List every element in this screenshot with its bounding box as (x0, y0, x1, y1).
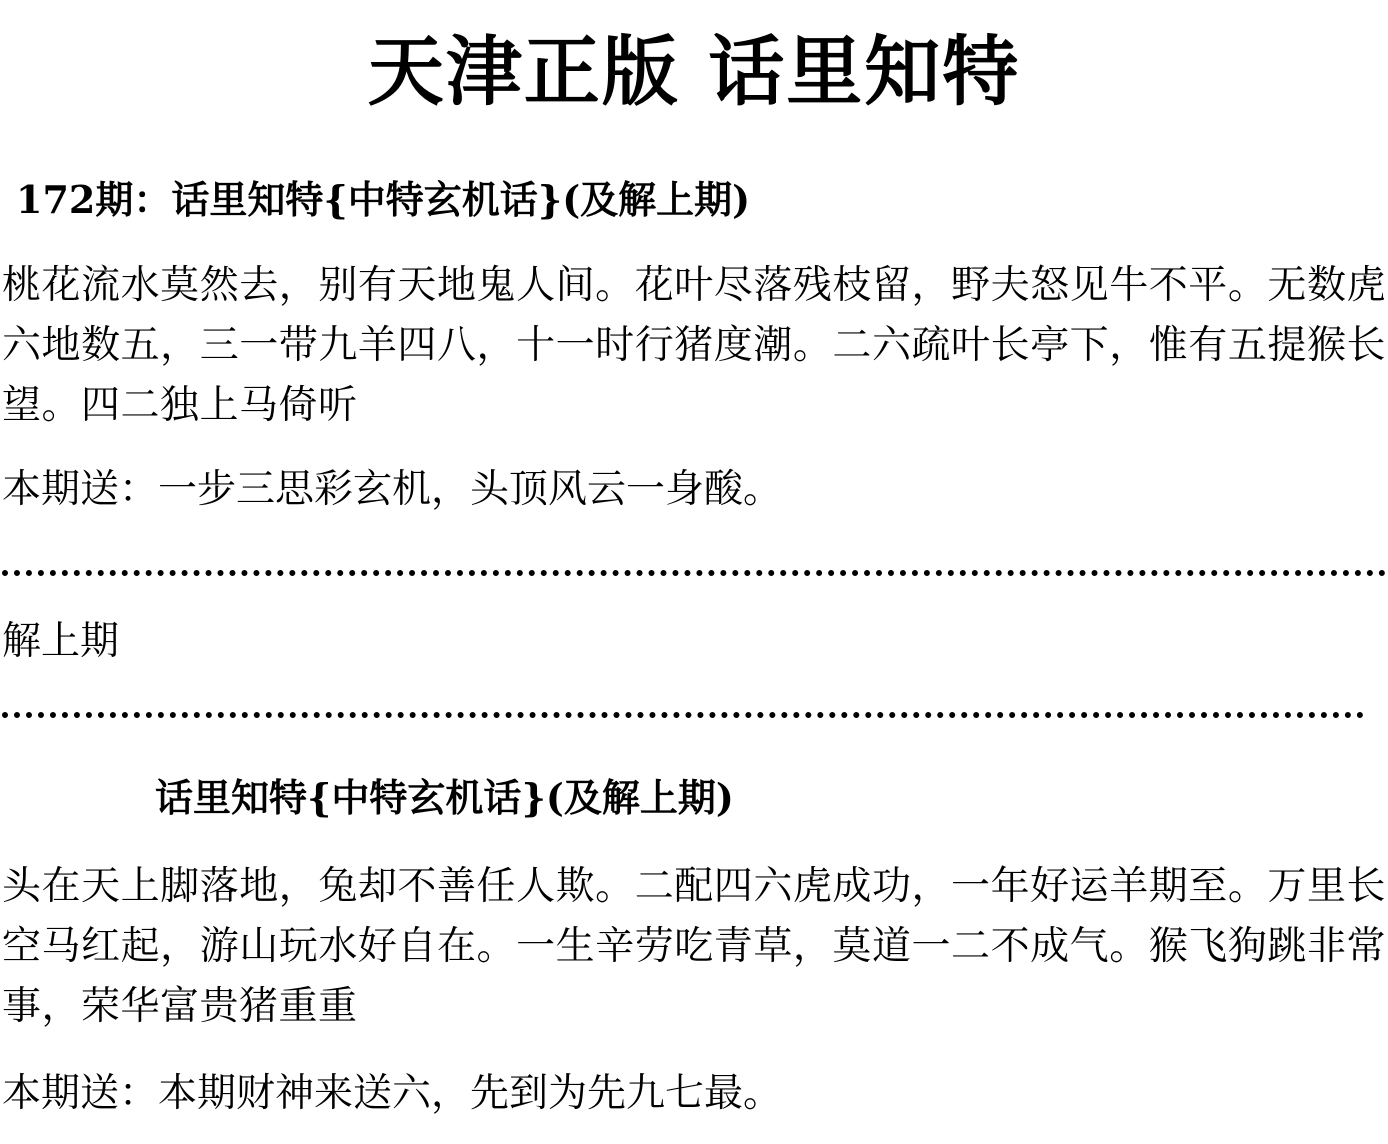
page-title: 天津正版 话里知特 (367, 27, 1021, 116)
riddle-poem: 桃花流水莫然去，别有天地鬼人间。花叶尽落残枝留，野夫怒见牛不平。无数虎六地数五，三一带九羊四八，十一时行猪度潮。二六疏叶长亭下，惟有五提猴长望。四二独上马倚听 (2, 263, 1386, 428)
dotted-divider (2, 570, 1386, 576)
issue-heading: 172期：话里知特{中特玄机话}(及解上期) (16, 177, 751, 222)
previous-riddle-poem: 头在天上脚落地，兔却不善任人欺。二配四六虎成功，一年好运羊期至。万里长空马红起，游山玩水好自在。一生辛劳吃青草，莫道一二不成气。猴飞狗跳非常事，荣华富贵猪重重 (2, 864, 1386, 1029)
previous-bonus-line: 本期送：本期财神来送六，先到为先九七最。 (2, 1071, 783, 1116)
previous-issue-label: 解上期 (2, 619, 120, 664)
previous-issue-heading: 话里知特{中特玄机话}(及解上期) (155, 775, 734, 820)
bonus-line: 本期送：一步三思彩玄机，头顶风云一身酸。 (2, 467, 783, 512)
dotted-divider (2, 712, 1364, 718)
